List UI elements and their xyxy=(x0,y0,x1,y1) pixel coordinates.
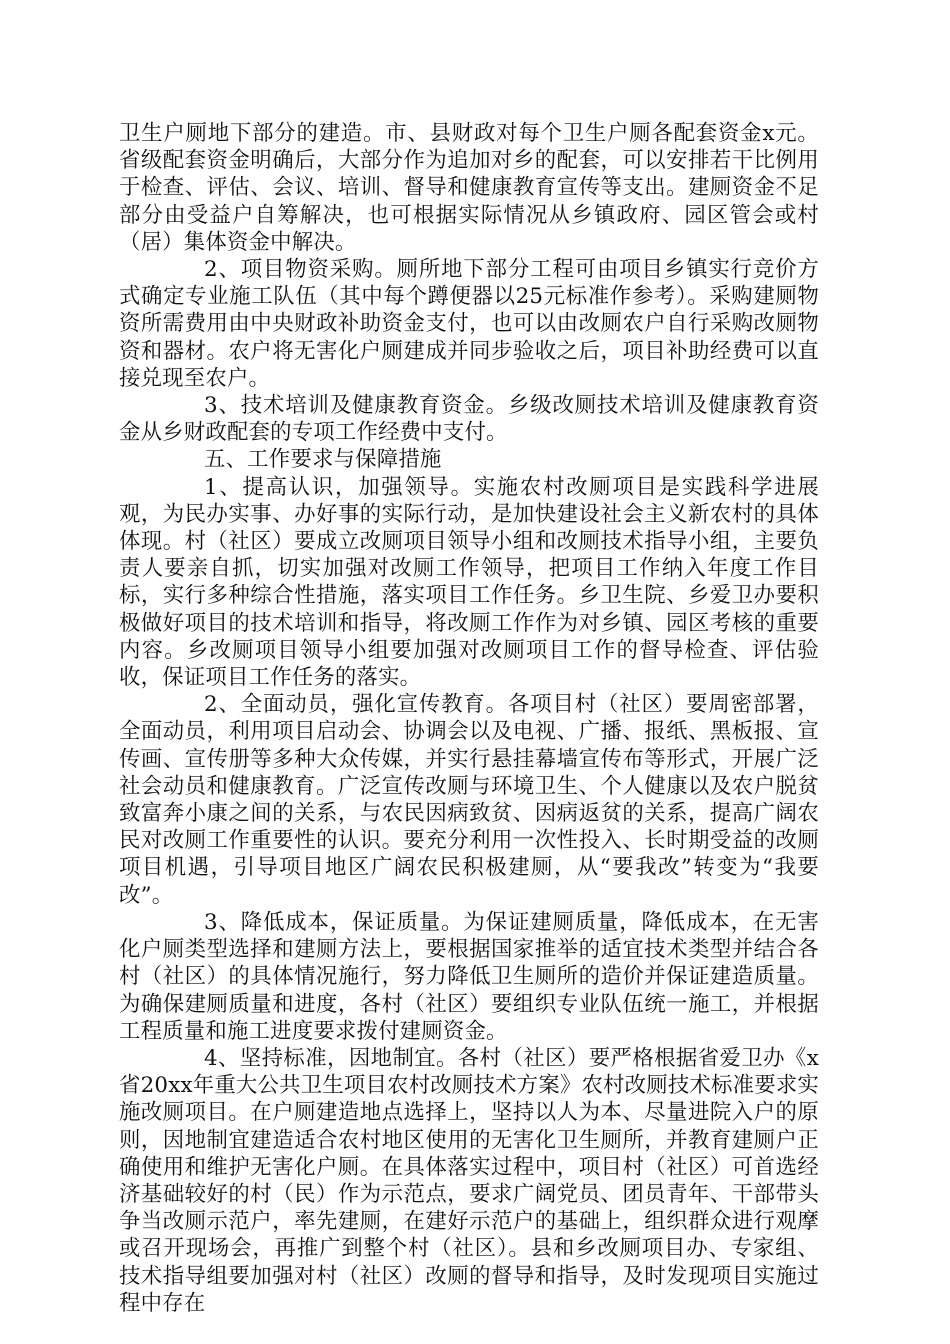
paragraph-leadership: 1、提高认识，加强领导。实施农村改厕项目是实践科学进展观，为民办实事、办好事的实际行动，是加快建设社会主义新农村的具体体现。村（社区）要成立改厕项目领导小组和改厕技术指导小组，主要负责人要亲自抓，切实加强对改厕工作领导，把项目工作纳入年度工作目标，实行多种综合性措施，落实项目工作任务。乡卫生院、乡爱卫办要积极做好项目的技术培训和指导，将改厕工作作为对乡镇、园区考核的重要内容。乡改厕项目领导小组要加强对改厕项目工作的督导检查、评估验收，保证项目工作任务的落实。 xyxy=(119,474,819,691)
section-heading-requirements: 五、工作要求与保障措施 xyxy=(204,447,442,473)
paragraph-standards: 4、坚持标准，因地制宜。各村（社区）要严格根据省爱卫办《x省20xx年重大公共卫生项目农村改厕技术方案》农村改厕技术标准要求实施改厕项目。在户厕建造地点选择上，坚持以人为本、尽量进院入户的原则，因地制宜建造适合农村地区使用的无害化卫生厕所，并教育建厕户正确使用和维护无害化户厕。在具体落实过程中，项目村（社区）可首选经济基础较好的村（民）作为示范点，要求广阔党员、团员青年、干部带头争当改厕示范户，率先建厕，在建好示范户的基础上，组织群众进行观摩或召开现场会，再推广到整个村（社区）。县和乡改厕项目办、专家组、技术指导组要加强对村（社区）改厕的督导和指导，及时发现项目实施过程中存在 xyxy=(119,1045,819,1316)
paragraph-mobilization: 2、全面动员，强化宣传教育。各项目村（社区）要周密部署，全面动员，利用项目启动会、协调会以及电视、广播、报纸、黑板报、宣传画、宣传册等多种大众传媒，并实行悬挂幕墙宣传布等形式，开展广泛社会动员和健康教育。广泛宣传改厕与环境卫生、个人健康以及农户脱贫致富奔小康之间的关系，与农民因病致贫、因病返贫的关系，提高广阔农民对改厕工作重要性的认识。要充分利用一次性投入、长时期受益的改厕项目机遇，引导项目地区广阔农民积极建厕，从“要我改”转变为“我要改”。 xyxy=(119,692,819,908)
paragraph-cost-quality: 3、降低成本，保证质量。为保证建厕质量，降低成本，在无害化户厕类型选择和建厕方法上，要根据国家推举的适宜技术类型并结合各村（社区）的具体情况施行，努力降低卫生厕所的造价并保证建造质量。为确保建厕质量和进度，各村（社区）要组织专业队伍统一施工，并根据工程质量和施工进度要求拨付建厕资金。 xyxy=(119,909,819,1044)
paragraph-material-procurement: 2、项目物资采购。厕所地下部分工程可由项目乡镇实行竞价方式确定专业施工队伍（其中每个蹲便器以25元标准作参考）。采购建厕物资所需费用由中央财政补助资金支付，也可以由改厕农户自行采购改厕物资和器材。农户将无害化户厕建成并同步验收之后，项目补助经费可以直接兑现至农户。 xyxy=(119,257,819,391)
paragraph-training-funds: 3、技术培训及健康教育资金。乡级改厕技术培训及健康教育资金从乡财政配套的专项工作经费中支付。 xyxy=(119,393,819,446)
document-body xyxy=(119,120,819,1317)
paragraph-funding-continued: 卫生户厕地下部分的建造。市、县财政对每个卫生户厕各配套资金x元。省级配套资金明确后，大部分作为追加对乡的配套，可以安排若干比例用于检查、评估、会议、培训、督导和健康教育宣传等支出。建厕资金不足部分由受益户自筹解决，也可根据实际情况从乡镇政府、园区管会或村（居）集体资金中解决。 xyxy=(119,121,819,255)
